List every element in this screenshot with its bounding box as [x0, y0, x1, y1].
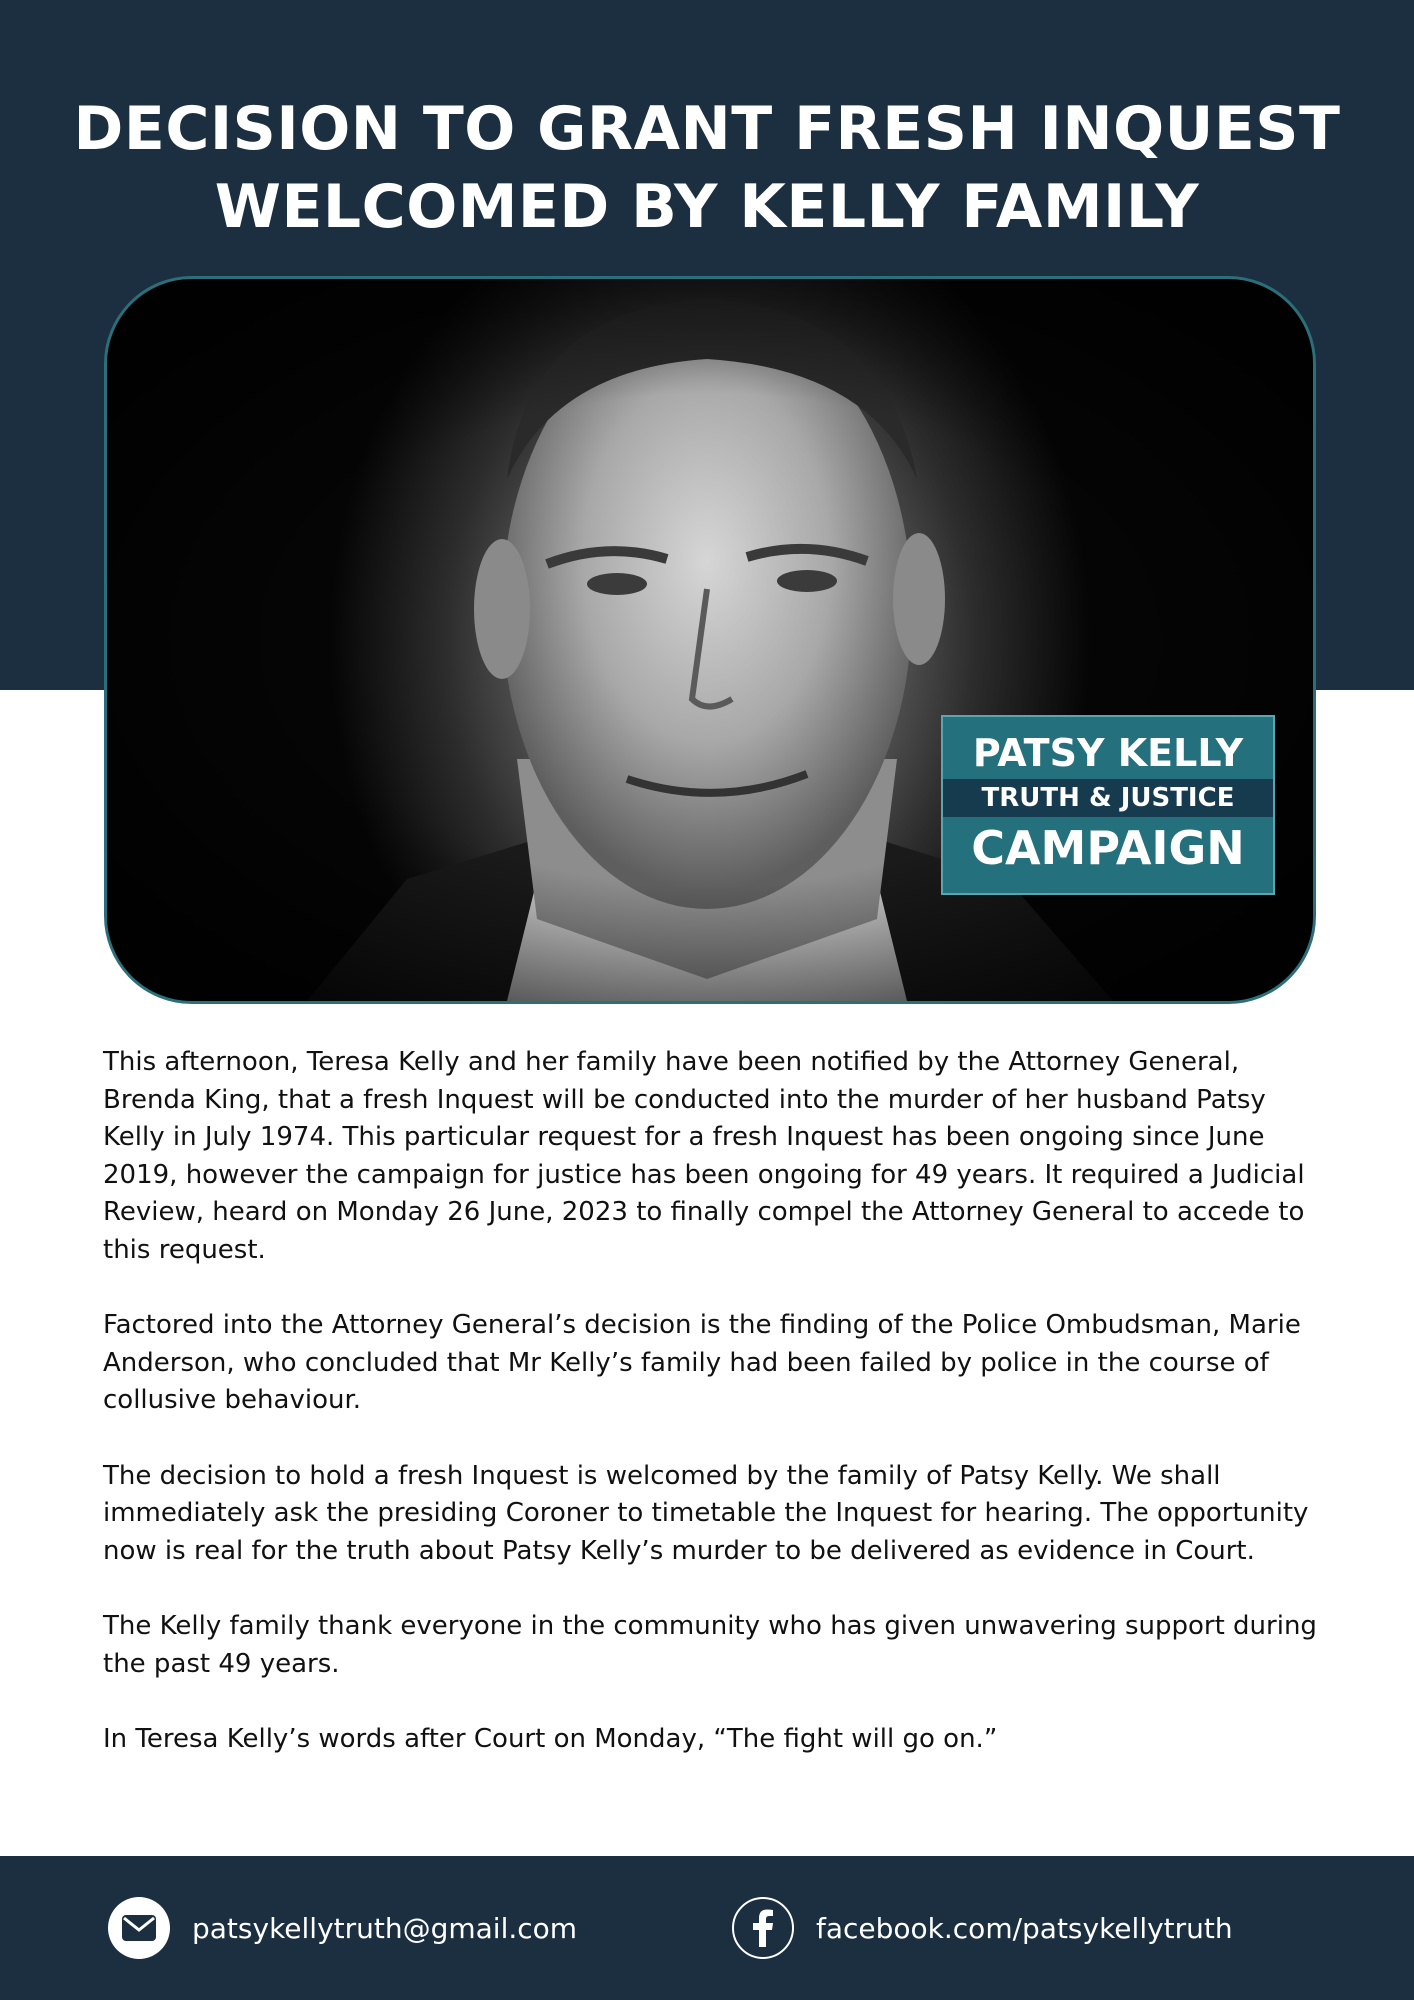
envelope-icon	[108, 1897, 170, 1959]
article-body	[103, 1044, 1317, 1797]
facebook-icon	[732, 1897, 794, 1959]
title-line-1: DECISION TO GRANT FRESH INQUEST	[73, 94, 1341, 164]
footer	[0, 1856, 1414, 2000]
email-contact[interactable]	[108, 1896, 577, 1960]
facebook-contact[interactable]	[732, 1896, 1233, 1960]
article-paragraph-1: This afternoon, Teresa Kelly and her family have been notified by the Attorney General, Brenda King, that a fresh Inquest will be conducted into the murder of her husband Patsy Kelly in July 1974. This particular request for a fresh Inquest has been ongoing since June 2019, however the campaign for justice has been ongoing for 49 years. It required a Judicial Review, heard on Monday 26 June, 2023 to finally compel the Attorney General to accede to this request.	[103, 1047, 1305, 1265]
logo-line-truth-justice: TRUTH & JUSTICE	[943, 779, 1273, 817]
article-paragraph-4: The Kelly family thank everyone in the community who has given unwavering support during the past 49 years.	[103, 1611, 1317, 1679]
article-paragraph-5: In Teresa Kelly’s words after Court on Monday, “The fight will go on.”	[103, 1724, 998, 1754]
article-paragraph-3: The decision to hold a fresh Inquest is welcomed by the family of Patsy Kelly. We shall immediately ask the presiding Coroner to timetable the Inquest for hearing. The opportunity now is real for the truth about Patsy Kelly’s murder to be delivered as evidence in Court.	[103, 1460, 1309, 1566]
title-line-2: WELCOMED BY KELLY FAMILY	[214, 172, 1200, 242]
logo-line-patsy-kelly: PATSY KELLY	[972, 731, 1244, 775]
email-link[interactable]: patsykellytruth@gmail.com	[192, 1911, 578, 1945]
campaign-logo	[941, 715, 1275, 895]
page-title	[40, 90, 1374, 246]
article-paragraph-2: Factored into the Attorney General’s decision is the finding of the Police Ombudsman, Marie Anderson, who concluded that Mr Kelly’s family had been failed by police in the course of collusive behaviour.	[103, 1310, 1301, 1415]
logo-line-campaign: CAMPAIGN	[971, 821, 1245, 875]
photo-frame	[104, 276, 1316, 1004]
facebook-link[interactable]: facebook.com/patsykellytruth	[816, 1911, 1233, 1945]
